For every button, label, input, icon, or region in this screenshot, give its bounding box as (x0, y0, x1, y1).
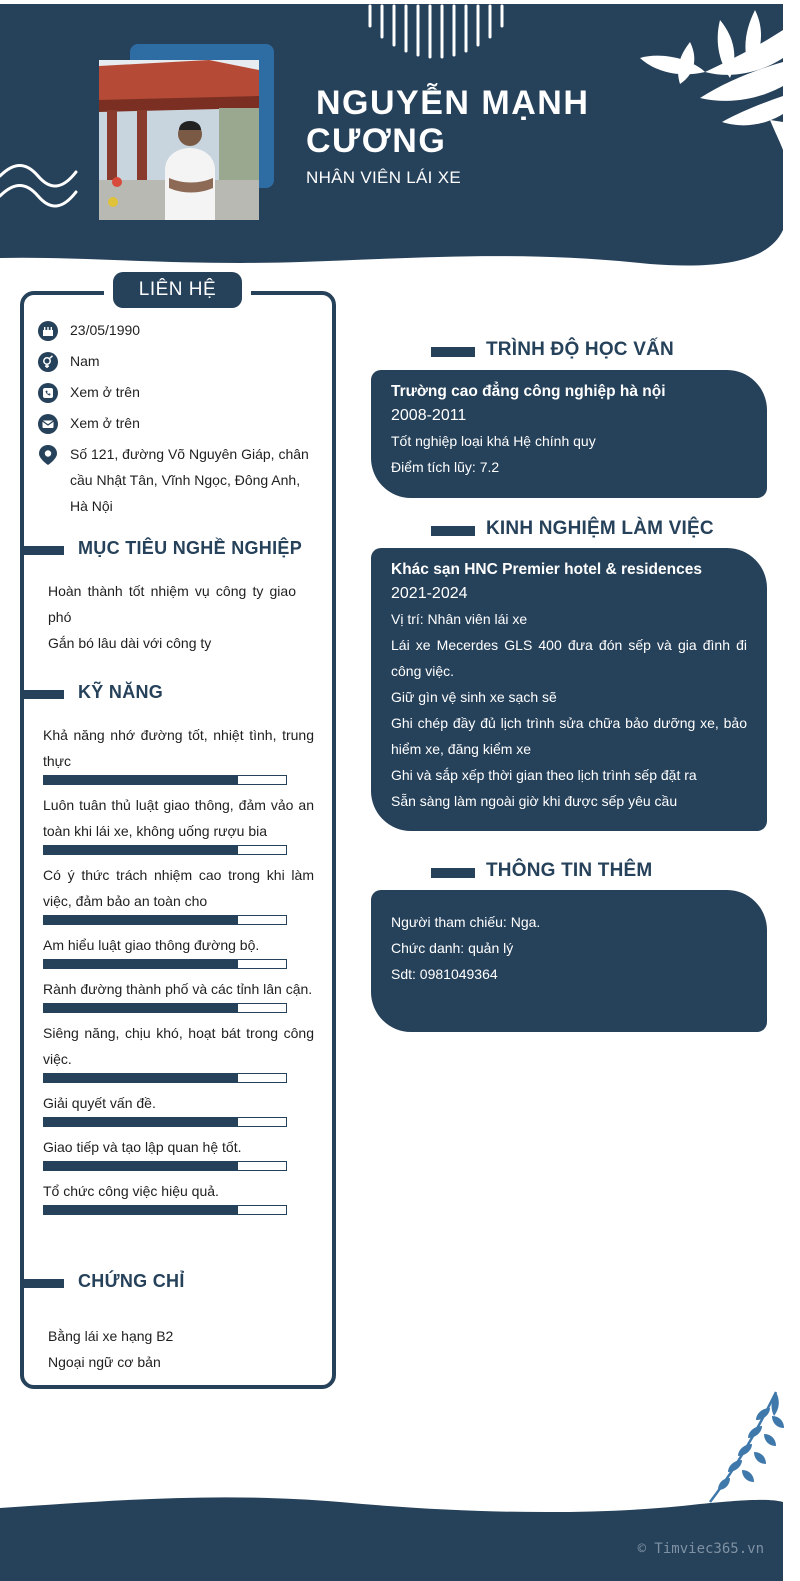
education-line: Điểm tích lũy: 7.2 (391, 459, 500, 475)
additional-info-line: Chức danh: quản lý (391, 940, 514, 956)
name-line-1: NGUYỄN MẠNH (316, 84, 590, 122)
experience-card (371, 548, 767, 831)
objective-title: MỤC TIÊU NGHỀ NGHIỆP (78, 538, 303, 558)
contact-gender (38, 348, 318, 374)
location-pin-icon (38, 445, 58, 465)
heading-bar (431, 347, 475, 357)
skill-item (43, 1090, 314, 1127)
experience-line: Giữ gìn vệ sinh xe sạch sẽ (391, 689, 557, 705)
address-text: Số 121, đường Võ Nguyên Giáp, chân cầu Nhật Tân, Vĩnh Ngọc, Đông Anh, Hà Nội (70, 446, 309, 514)
skill-label: Giao tiếp và tạo lập quan hệ tốt. (43, 1139, 242, 1155)
experience-period: 2021-2024 (391, 585, 468, 602)
skill-label: Khả năng nhớ đường tốt, nhiệt tình, trung thực (43, 727, 314, 769)
skill-level-fill (44, 1162, 238, 1170)
skill-level-bar (43, 775, 287, 785)
skill-item (43, 1020, 314, 1083)
skill-label: Luôn tuân thủ luật giao thông, đảm vảo an toàn khi lái xe, không uống rượu bia (43, 797, 314, 839)
skill-level-fill (44, 1004, 238, 1012)
certificates-title: CHỨNG CHỈ (78, 1271, 185, 1291)
objective-line: Gắn bó lâu dài với công ty (48, 635, 212, 651)
skill-item (43, 792, 314, 855)
additional-info-line: Người tham chiếu: Nga. (391, 914, 541, 930)
experience-line: Sẵn sàng làm ngoài giờ khi được sếp yêu cầu (391, 793, 678, 809)
phone-icon (38, 383, 58, 403)
education-title: TRÌNH ĐỘ HỌC VẤN (486, 339, 674, 360)
education-line: Tốt nghiệp loại khá Hệ chính quy (391, 433, 596, 449)
experience-line: Lái xe Mecerdes GLS 400 đưa đón sếp và gia đình đi công việc. (391, 637, 747, 679)
skill-label: Có ý thức trách nhiệm cao trong khi làm việc, đảm bảo an toàn cho (43, 867, 314, 909)
education-period: 2008-2011 (391, 407, 467, 424)
certificates-list (48, 1323, 308, 1375)
birthday-cake-icon (38, 321, 58, 341)
contact-birthday (38, 317, 318, 343)
skill-level-fill (44, 846, 238, 854)
experience-title: KINH NGHIỆM LÀM VIỆC (486, 518, 714, 539)
skill-label: Siêng năng, chịu khó, hoạt bát trong công việc. (43, 1025, 314, 1067)
skill-label: Am hiểu luật giao thông đường bộ. (43, 937, 260, 953)
company-name: Khác sạn HNC Premier hotel & residences (391, 561, 702, 578)
skill-level-fill (44, 916, 238, 924)
skill-label: Giải quyết vấn đề. (43, 1095, 156, 1111)
skill-level-fill (44, 1118, 238, 1126)
heading-bar (24, 1279, 64, 1288)
skill-level-bar (43, 1205, 287, 1215)
skill-item (43, 932, 314, 969)
birthday-text: 23/05/1990 (70, 322, 141, 338)
skill-level-fill (44, 1074, 238, 1082)
heading-bar (431, 526, 475, 536)
skill-item (43, 1178, 314, 1215)
skills-list (43, 722, 314, 1222)
job-title: NHÂN VIÊN LÁI XE (306, 168, 462, 187)
skill-item (43, 1134, 314, 1171)
skill-level-bar (43, 1003, 287, 1013)
objective-list (48, 578, 296, 656)
skill-label: Rành đường thành phố và các tỉnh lân cận. (43, 981, 313, 997)
gender-text: Nam (70, 353, 100, 369)
heading-bar (24, 546, 64, 555)
skill-level-bar (43, 845, 287, 855)
email-icon (38, 414, 58, 434)
contact-section-title: LIÊN HỆ (113, 272, 242, 308)
watermark: © Timviec365.vn (637, 1541, 764, 1557)
contact-phone (38, 379, 318, 405)
profile-photo (99, 60, 259, 220)
skill-level-bar (43, 959, 287, 969)
skill-item (43, 976, 314, 1013)
footer-band (0, 1490, 800, 1581)
skill-level-bar (43, 1073, 287, 1083)
heading-bar (431, 868, 475, 878)
skills-title: KỸ NĂNG (78, 682, 164, 702)
name-line-2: CƯƠNG (306, 122, 447, 160)
certificate-line: Bằng lái xe hạng B2 (48, 1328, 174, 1344)
education-card (371, 370, 767, 498)
heading-bar (24, 690, 64, 699)
header-banner (0, 0, 800, 280)
objective-line: Hoàn thành tốt nhiệm vụ công ty giao phó (48, 583, 296, 625)
school-name: Trường cao đẳng công nghiệp hà nội (391, 383, 666, 400)
experience-line: Ghi chép đầy đủ lịch trình sửa chữa bảo dưỡng xe, bảo hiểm xe, đăng kiểm xe (391, 715, 747, 757)
skill-level-bar (43, 1117, 287, 1127)
gender-icon (38, 352, 58, 372)
skill-item (43, 862, 314, 925)
skill-level-bar (43, 915, 287, 925)
phone-text: Xem ở trên (70, 384, 140, 400)
skill-item (43, 722, 314, 785)
skill-level-fill (44, 1206, 238, 1214)
experience-line: Ghi và sắp xếp thời gian theo lịch trình sếp đặt ra (391, 767, 697, 783)
skill-label: Tổ chức công việc hiệu quả. (43, 1183, 219, 1199)
certificate-line: Ngoại ngữ cơ bản (48, 1354, 161, 1370)
skill-level-fill (44, 960, 238, 968)
email-text: Xem ở trên (70, 415, 140, 431)
additional-info-title: THÔNG TIN THÊM (486, 860, 653, 881)
contact-email (38, 410, 318, 436)
additional-info-line: Sdt: 0981049364 (391, 966, 498, 982)
skill-level-fill (44, 776, 238, 784)
additional-info-card (371, 890, 767, 1032)
leaf-branch-icon (700, 1386, 790, 1506)
experience-line: Vị trí: Nhân viên lái xe (391, 611, 528, 627)
skill-level-bar (43, 1161, 287, 1171)
contact-address (38, 441, 318, 519)
candidate-name (306, 84, 746, 160)
